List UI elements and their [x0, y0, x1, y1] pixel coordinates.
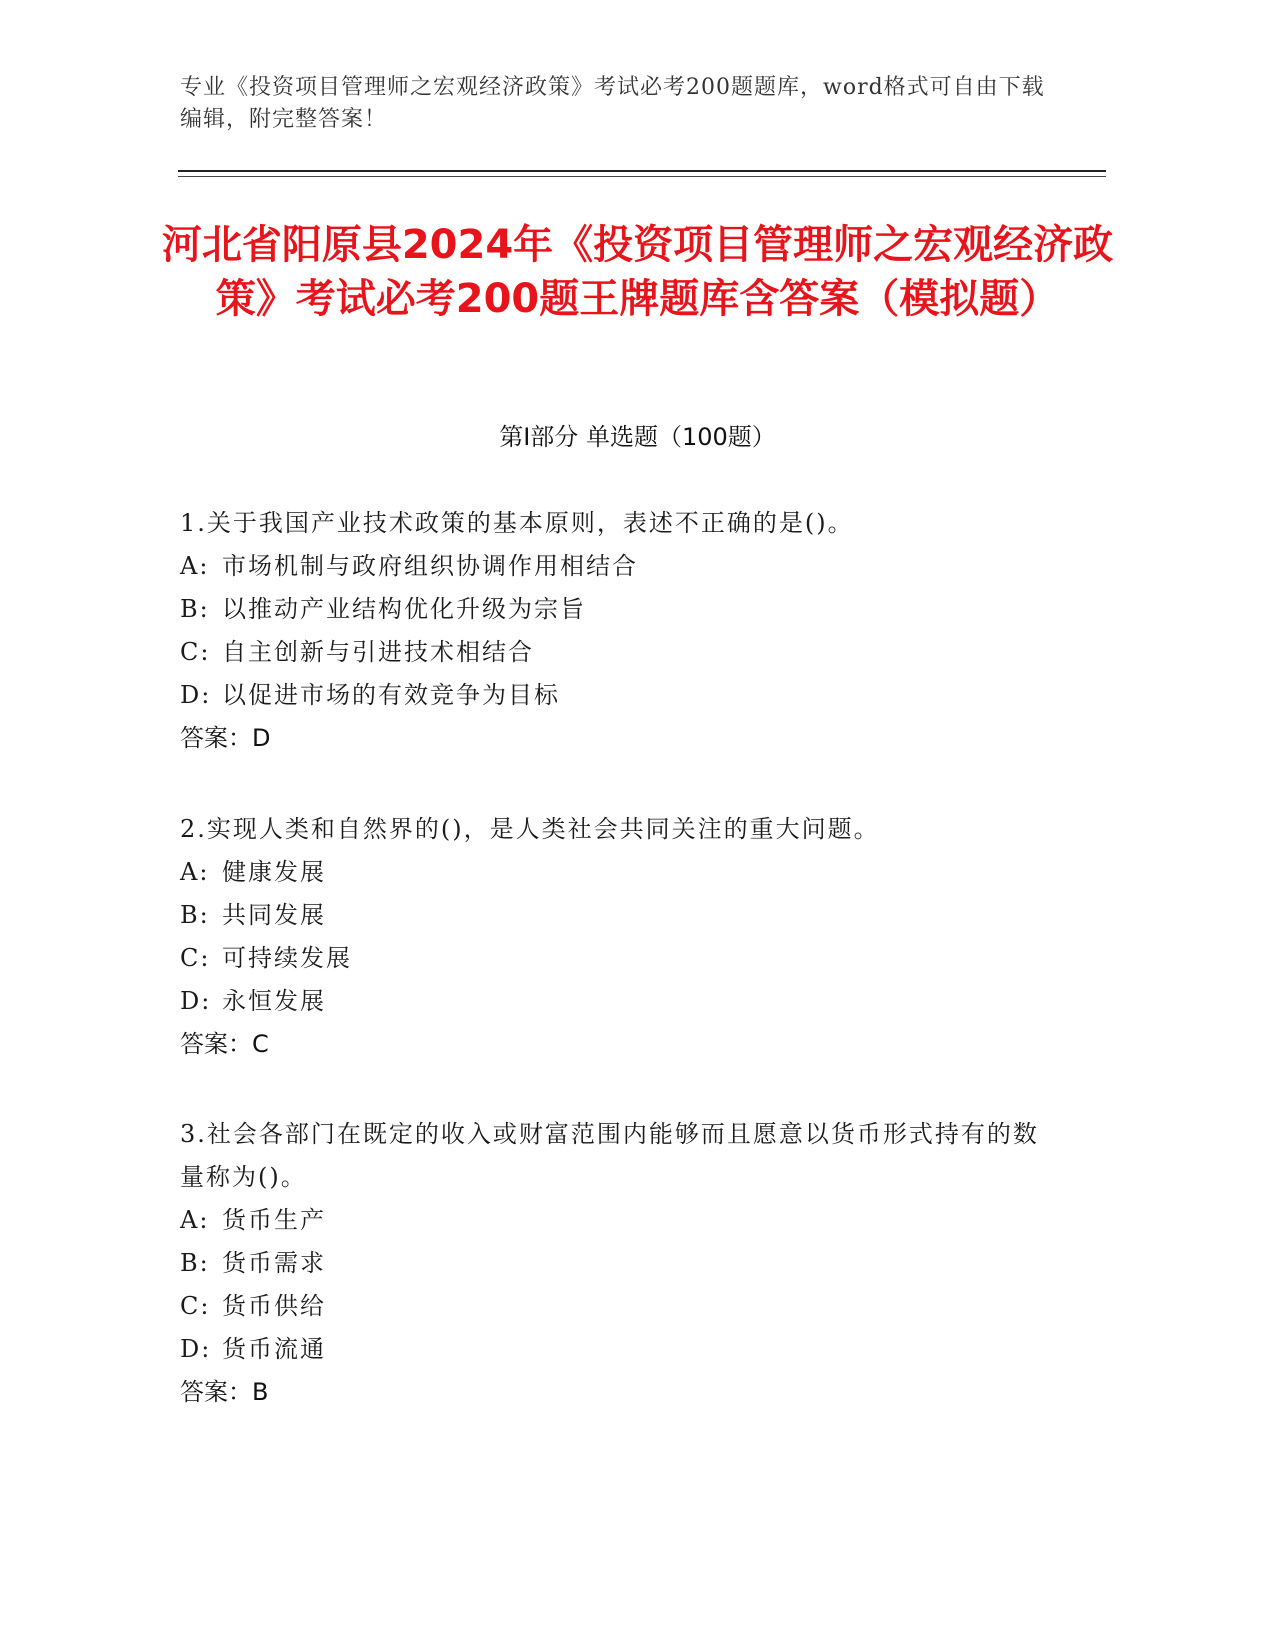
question-1 [180, 502, 1060, 760]
question-stem: 3.社会各部门在既定的收入或财富范围内能够而且愿意以货币形式持有的数量称为()。 [180, 1120, 1039, 1191]
option-key: A: [180, 552, 210, 580]
document-title: 河北省阳原县2024年《投资项目管理师之宏观经济政策》考试必考200题王牌题库含答案（模拟题） [161, 222, 1114, 322]
option-a [180, 545, 1060, 588]
option-key: B: [180, 595, 210, 623]
option-a [180, 851, 1060, 894]
answer: 答案：B [180, 1378, 269, 1406]
option-key: A: [180, 858, 210, 886]
option-b [180, 1242, 1060, 1285]
option-c [180, 1285, 1060, 1328]
option-text: 货币需求 [222, 1249, 326, 1277]
option-c [180, 937, 1060, 980]
option-text: 以推动产业结构优化升级为宗旨 [222, 595, 586, 623]
option-key: C: [180, 944, 211, 972]
question-2 [180, 808, 1060, 1066]
question-3 [180, 1113, 1060, 1414]
option-text: 健康发展 [222, 858, 326, 886]
option-key: B: [180, 901, 210, 929]
option-key: D: [180, 681, 212, 709]
header-divider-thick [178, 170, 1106, 172]
option-text: 货币流通 [222, 1335, 326, 1363]
option-b [180, 588, 1060, 631]
option-text: 货币生产 [222, 1206, 326, 1234]
header-note: 专业《投资项目管理师之宏观经济政策》考试必考200题题库，word格式可自由下载编辑，附完整答案！ [180, 75, 1045, 132]
answer: 答案：D [180, 724, 271, 752]
option-key: D: [180, 987, 212, 1015]
option-b [180, 894, 1060, 937]
option-d [180, 674, 1060, 717]
option-text: 以促进市场的有效竞争为目标 [222, 681, 560, 709]
option-d [180, 980, 1060, 1023]
question-stem: 2.实现人类和自然界的()，是人类社会共同关注的重大问题。 [180, 815, 880, 843]
option-key: B: [180, 1249, 210, 1277]
option-key: C: [180, 1292, 211, 1320]
option-text: 共同发展 [222, 901, 326, 929]
option-key: A: [180, 1206, 210, 1234]
section-heading: 第I部分 单选题（100题） [499, 423, 776, 451]
option-text: 永恒发展 [222, 987, 326, 1015]
option-text: 市场机制与政府组织协调作用相结合 [222, 552, 638, 580]
option-key: C: [180, 638, 211, 666]
option-d [180, 1328, 1060, 1371]
answer: 答案：C [180, 1030, 269, 1058]
option-a [180, 1199, 1060, 1242]
option-key: D: [180, 1335, 212, 1363]
option-c [180, 631, 1060, 674]
option-text: 货币供给 [222, 1292, 326, 1320]
option-text: 自主创新与引进技术相结合 [222, 638, 534, 666]
question-stem: 1.关于我国产业技术政策的基本原则，表述不正确的是()。 [180, 509, 854, 537]
option-text: 可持续发展 [222, 944, 352, 972]
header-divider-thin [178, 176, 1106, 177]
